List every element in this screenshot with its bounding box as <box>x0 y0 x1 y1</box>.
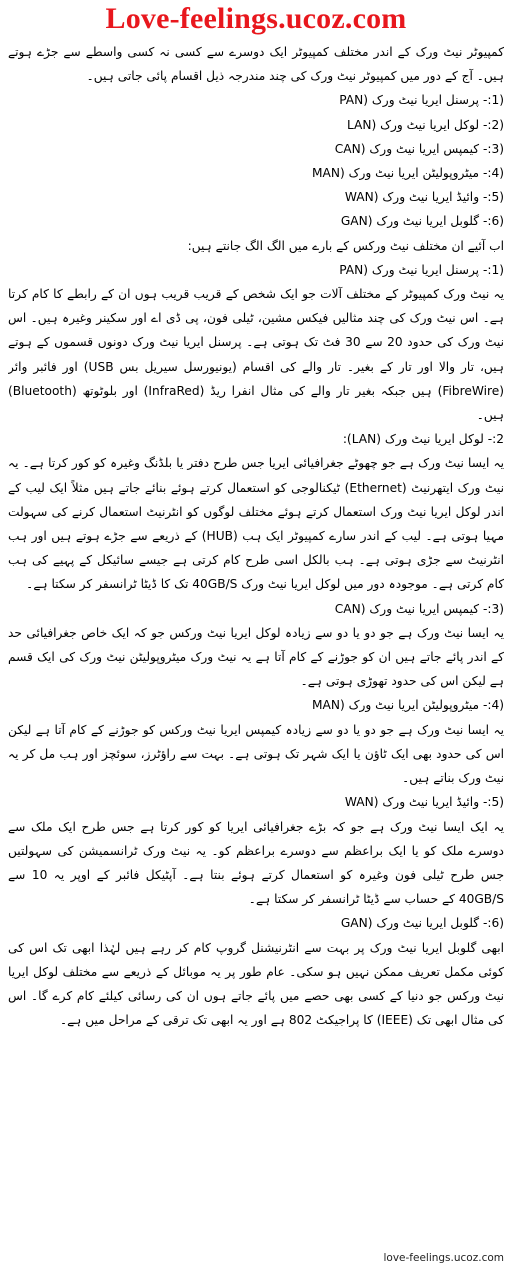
can-description: یہ ایسا نیٹ ورک ہے جو دو یا دو سے زیادہ لوکل ایریا نیٹ ورکس جو کہ ایک خاص جغرافیائی حد کے اندر پائے جاتے ہیں ان کو جوڑنے کے کام آتا ہے یہ نیٹ ورک میٹروپولیٹن نیٹ ورک کی ایک قسم ہے لیکن اس کی حدود تھوڑی ہوتی ہے۔ <box>8 625 504 689</box>
article-body <box>8 40 504 1252</box>
list-item-man: (4:- میٹروپولیٹن ایریا نیٹ ورک (MAN <box>312 166 504 181</box>
list-item-wan: (5:- وائیڈ ایریا نیٹ ورک (WAN <box>344 190 504 205</box>
heading-wan: (5:- وائیڈ ایریا نیٹ ورک (WAN <box>344 795 504 810</box>
transition-paragraph: اب آئیے ان مختلف نیٹ ورکس کے بارے میں الگ الگ جانتے ہیں: <box>187 238 504 253</box>
man-description: یہ ایسا نیٹ ورک ہے جو دو یا دو سے زیادہ کیمپس ایریا نیٹ ورکس کو جوڑنے کے کام آتا ہے لیکن اس کی حدود بھی ایک ٹاؤن یا ایک شہر تک ہوتی ہے۔ بہت سے راؤٹرز، سوئچز اور ہب مل کر یہ نیٹ ورک بناتے ہیں۔ <box>8 722 504 786</box>
gan-description: ابھی گلوبل ایریا نیٹ ورک پر بہت سے انٹرنیشنل گروپ کام کر رہے ہیں لہٰذا ابھی تک اس کی کوئی مکمل تعریف ممکن نہیں ہو سکی۔ عام طور پر یہ موبائل کے ذریعے سے مختلف لوکل ایریا نیٹ ورکس جو دنیا کے کسی بھی حصے میں پائے جاتے ہوں ان کی رسائی کیلئے کام کرے گا۔ اس کی مثال ابھی تک (IEEE) کا پراجیکٹ 802 ہے اور یہ ابھی تک ترقی کے مراحل میں ہے۔ <box>8 940 504 1028</box>
pan-description: یہ نیٹ ورک کمپیوٹر کے مختلف آلات جو ایک شخص کے قریب قریب ہوں ان کے رابطے کا کام کرتا ہے۔ اس نیٹ ورک کی چند مثالیں فیکس مشین، ٹیلی فون، پی ڈی اے اور سکینر وغیرہ ہیں۔ اس نیٹ ورک کی حدود 20 سے 30 فٹ تک ہوتی ہے۔ پرسنل ایریا نیٹ ورک دونوں قسموں کے ہوتے ہیں، تار والا اور تار کے بغیر۔ تار والے کی اقسام (یونیورسل سیریل بس USB) اور فائبر وائر (FibreWire) ہیں جبکہ بغیر تار والے کی مثال انفرا ریڈ (InfraRed) اور بلوٹوتھ (Bluetooth) ہیں۔ <box>8 287 504 423</box>
wan-description: یہ ایک ایسا نیٹ ورک ہے جو کہ بڑے جغرافیائی ایریا کو کور کرتا ہے جس طرح ایک ملک سے دوسرے ملک کو یا ایک براعظم سے دوسرے براعظم کو۔ یہ نیٹ ورک ٹرانسمیشن کی سہولتیں جس طرح ٹیلی فون وغیرہ کو استعمال کرتے ہوئے بنتا ہے۔ آپٹیکل فائبر کے اوپر یہ 10 سے 40GB/S کے حساب سے ڈیٹا ٹرانسفر کر سکتا ہے۔ <box>8 819 504 907</box>
intro-paragraph: کمپیوٹر نیٹ ورک کے اندر مختلف کمپیوٹر ایک دوسرے سے کسی نہ کسی واسطے سے جڑے ہوتے ہیں۔ آج کے دور میں کمپیوٹر نیٹ ورک کی چند مندرجہ ذیل اقسام پائی جاتی ہیں۔ <box>8 45 504 84</box>
heading-can: (3:- کیمپس ایریا نیٹ ورک (CAN <box>334 601 504 616</box>
list-item-gan: (6:- گلوبل ایریا نیٹ ورک (GAN <box>340 214 504 229</box>
heading-gan: (6:- گلوبل ایریا نیٹ ورک (GAN <box>340 916 504 931</box>
lan-description: یہ ایسا نیٹ ورک ہے جو چھوٹے جغرافیائی ایریا جس طرح دفتر یا بلڈنگ وغیرہ کو کور کرتا ہے۔ یہ نیٹ ورک ایتھرنیٹ (Ethernet) ٹیکنالوجی کو استعمال کرتے ہوئے بنائے جاتے ہیں مثلاً ایک لیب کے اندر لوکل ایریا نیٹ ورک استعمال کرتے ہوئے مختلف لوگوں کو انٹرنیٹ استعمال کرنے کی سہولت مہیا ہوتی ہے۔ لیب کے اندر سارے کمپیوٹر ایک ہب (HUB) کے ذریعے سے جڑے ہوتے ہیں اور ہب انٹرنیٹ سے جڑی ہوتی ہے۔ ہب بالکل اسی طرح کام کرتی ہے جیسے سائیکل کے پہیے کی ہب کام کرتی ہے۔ موجودہ دور میں لوکل ایریا نیٹ ورک 40GB/S تک کا ڈیٹا ٹرانسفر کر سکتا ہے۔ <box>8 456 504 592</box>
site-title: Love-feelings.ucoz.com <box>105 2 407 35</box>
list-item-pan: (1:- پرسنل ایریا نیٹ ورک (PAN <box>339 93 504 108</box>
heading-pan: (1:- پرسنل ایریا نیٹ ورک (PAN <box>339 262 504 277</box>
heading-lan: 2:- لوکل ایریا نیٹ ورک (LAN): <box>342 432 504 447</box>
site-header <box>0 0 512 40</box>
list-item-lan: (2:- لوکل ایریا نیٹ ورک (LAN <box>346 117 504 132</box>
site-watermark: love-feelings.ucoz.com <box>383 1252 504 1264</box>
list-item-can: (3:- کیمپس ایریا نیٹ ورک (CAN <box>334 141 504 156</box>
heading-man: (4:- میٹروپولیٹن ایریا نیٹ ورک (MAN <box>312 698 504 713</box>
